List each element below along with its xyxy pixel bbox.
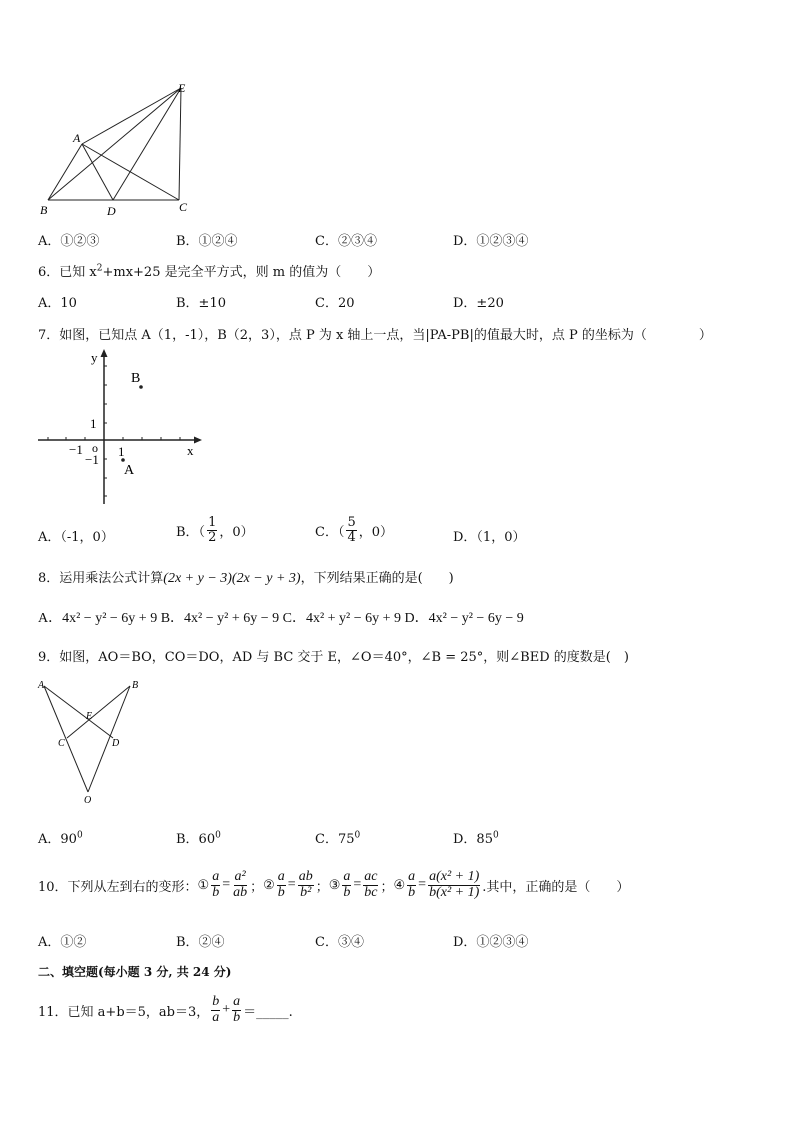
q7-option-c-fraction: $\frac{5}{4}$ — [347, 515, 356, 545]
q6-text-pre: 6．已知 x — [38, 265, 97, 280]
figure-angle-bed — [34, 676, 149, 806]
segment-de — [113, 88, 181, 200]
q5-option-c[interactable]: C．②③④ — [315, 234, 377, 249]
segment-ba — [48, 144, 82, 200]
q8-question: 8．运用乘法公式计算(2x + y − 3)(2x − y + 3)，下列结果正确的是( ) — [38, 571, 454, 586]
tick-label-y-1: 1 — [90, 416, 97, 431]
q10-option-d[interactable]: D．①②③④ — [453, 935, 529, 950]
label-d: D — [112, 738, 120, 749]
segment-be — [48, 88, 181, 200]
q9-option-a[interactable]: A．$90^0$ — [38, 830, 83, 847]
tick-label-x-neg1: −1 — [69, 442, 83, 457]
label-d: D — [107, 204, 116, 218]
q10-option-b[interactable]: B．②④ — [176, 935, 225, 950]
x-axis-arrow — [194, 437, 202, 444]
q7-option-d[interactable]: D．（1，0） — [453, 530, 526, 545]
q8-expression: (2x + y − 3)(2x − y + 3) — [163, 571, 301, 586]
y-axis-arrow — [101, 349, 108, 357]
label-b: B — [40, 203, 48, 217]
segment-ao — [44, 686, 88, 792]
q11-answer-blank[interactable]: ＝_____. — [243, 1004, 293, 1020]
y-axis-label: y — [91, 350, 98, 365]
q6-text-post: +mx+25 是完全平方式，则 m 的值为（ ） — [102, 265, 381, 280]
point-a-label: A — [124, 463, 135, 478]
q7-option-b-fraction: $\frac{1}{2}$ — [208, 515, 217, 545]
label-e: E — [178, 81, 186, 95]
segment-ae — [82, 88, 181, 144]
segment-bo — [88, 686, 130, 792]
q11-question: 11．已知 a+b＝5，ab＝3， $\frac{b}{a}$ + $\frac{a}{b}$ ＝_____. — [38, 993, 293, 1025]
q6-option-a[interactable]: A．10 — [38, 296, 77, 311]
q8-options[interactable]: A．4x² − y² − 6y + 9 B．4x² − y² + 6y − 9 C．4x² + y² − 6y + 9 D．4x² − y² − 6y − 9 — [38, 611, 524, 626]
tick-label-y-neg1: −1 — [85, 452, 99, 467]
q5-option-d[interactable]: D．①②③④ — [453, 234, 529, 249]
q6-option-b[interactable]: B．±10 — [176, 296, 226, 311]
q10-option-c[interactable]: C．③④ — [315, 935, 364, 950]
segment-bc — [67, 686, 130, 738]
origin-label: o — [92, 441, 98, 455]
q7-option-b[interactable]: B．（ $\frac{1}{2}$ ，0） — [176, 515, 254, 545]
q6-question — [38, 261, 380, 280]
section-title: 二、填空题(每小题 3 分, 共 24 分) — [38, 965, 232, 979]
q6-option-d[interactable]: D．±20 — [453, 296, 504, 311]
q9-option-c[interactable]: C．$75^0$ — [315, 830, 361, 847]
label-a: A — [73, 131, 81, 145]
segment-ce — [179, 88, 181, 200]
label-c: C — [58, 738, 65, 749]
figure-triangle-abcde — [36, 76, 196, 221]
x-axis-label: x — [187, 443, 194, 458]
label-o: O — [84, 795, 92, 806]
label-e: E — [86, 711, 93, 722]
label-c: C — [179, 200, 188, 214]
q9-option-b[interactable]: B．$60^0$ — [176, 830, 221, 847]
q6-option-c[interactable]: C．20 — [315, 296, 355, 311]
point-b-label: B — [131, 371, 141, 386]
tick-label-x-1: 1 — [118, 444, 125, 459]
q5-option-a[interactable]: A．①②③ — [38, 234, 100, 249]
q9-option-d[interactable]: D．$85^0$ — [453, 830, 499, 847]
q7-question: 7．如图，已知点 A（1，-1），B（2，3），点 P 为 x 轴上一点，当|PA-PB|的值最大时，点 P 的坐标为（ ） — [38, 328, 712, 343]
label-b: B — [132, 680, 139, 691]
figure-coordinate-plane — [34, 346, 209, 506]
q5-option-b[interactable]: B．①②④ — [176, 234, 238, 249]
q7-option-a[interactable]: A．（-1，0） — [38, 530, 114, 545]
q10-question: 10．下列从左到右的变形： ① $\frac{a}{b}$ = $\frac{\text{a²}}{ab}$ ； ② $\frac{a}{b}$ = $\frac{ab}{\text{b²}}$ ； ③ $\frac{a}{b}$ = $\frac{ac}{bc}$ ； ④ $\frac{a}{b}$ = $\frac{\text{a(x² + 1)}}{\text{b(x² + 1)}}$ .其中，正确的是（ ） — [38, 868, 630, 900]
q7-option-c[interactable]: C．（ $\frac{5}{4}$ ，0） — [315, 515, 394, 545]
q6-sup: 2 — [96, 263, 103, 274]
q10-option-a[interactable]: A．①② — [38, 935, 87, 950]
q9-question: 9．如图，AO＝BO，CO＝DO，AD 与 BC 交于 E，∠O＝40°，∠B = 25°，则∠BED 的度数是( ) — [38, 650, 629, 665]
label-a: A — [38, 680, 45, 691]
